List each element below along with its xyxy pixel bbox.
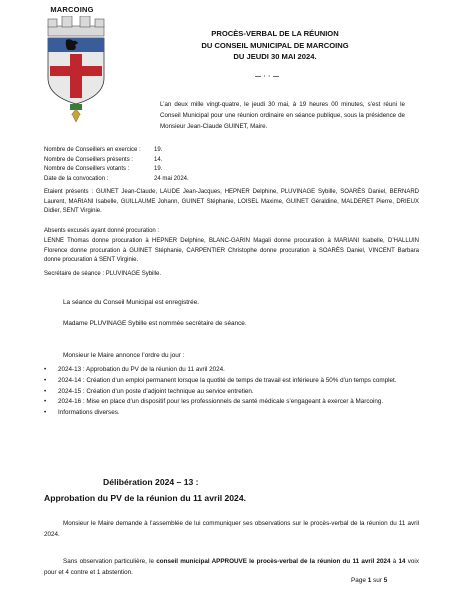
agenda-intro: Monsieur le Maire annonce l’ordre du jour : xyxy=(63,352,185,359)
agenda-item: • 2024-16 : Mise en place d’un dispositif pour les professionnels de santé médicale s’engageant à exercer à Marcoing. xyxy=(44,397,419,408)
absent-members: LENNE Thomas donne procuration à HEPNER Delphine, BLANC-GARIN Magali donne procuration à MARIANI Isabelle, D’HALLUIN Florence donne procuration à GUINET Stéphanie, CARPENTIER Christophe donne procuration à SOARÈS Daniel, VINCENT Barbara donne procuration à SENT Virginie. xyxy=(44,238,419,264)
council-counts xyxy=(44,146,414,184)
recording-statement: La séance du Conseil Municipal est enregistrée. xyxy=(63,299,200,306)
count-row: Nombre de Conseillers présents : 14. xyxy=(44,156,163,163)
count-row: Nombre de Conseillers en exercice : 19. xyxy=(44,147,163,153)
document-header xyxy=(160,28,390,63)
header-line-1: PROCÈS-VERBAL DE LA RÉUNION xyxy=(211,29,339,38)
count-row: Date de la convocation : 24 mai 2024. xyxy=(44,175,189,182)
agenda-item: • Informations diverses. xyxy=(44,408,419,419)
mural-crown xyxy=(48,16,104,36)
present-members: Etaient présents : GUINET Jean-Claude, LAUDE Jean-Jacques, HEPNER Delphine, PLUVINAGE Sybille, SOARÈS Daniel, BERNARD Laurent, MARIANI Isabelle, GUILLAUME Johann, GUINET Stéphanie, LOISEL Maxime, GUINET Géraldine, MALDERET Pierre, DRIEUX Didier, SENT Virginie. xyxy=(44,189,419,215)
agenda-item: • 2024-13 : Approbation du PV de la réunion du 11 avril 2024. xyxy=(44,365,419,376)
header-separator: — · · — xyxy=(255,74,280,80)
session-secretary: Secrétaire de séance : PLUVINAGE Sybille. xyxy=(44,271,162,277)
war-cross-medal xyxy=(70,104,82,122)
shield-chief xyxy=(48,38,104,52)
deliberation-paragraph-2: Sans observation particulière, le conseil municipal APPROUVE le procès-verbal de la réunion du 11 avril 2024 à 14 voix pour et 4 contre et 1 abstention. xyxy=(44,558,419,576)
count-row: Nombre de Conseillers votants : 19. xyxy=(44,166,163,173)
votes-for: 14 xyxy=(398,558,406,565)
approval-text: conseil municipal APPROUVE le procès-verbal de la réunion du 11 avril 2024 xyxy=(156,558,391,565)
agenda-item: • 2024-14 : Création d’un emploi permanent lorsque la quotité de temps de travail est inférieure à 50% d’un temps complet. xyxy=(44,376,419,387)
deliberation-title: Approbation du PV de la réunion du 11 avril 2024. xyxy=(44,493,246,503)
absent-members-title: Absents excusés ayant donné procuration : xyxy=(44,228,160,234)
crest-town-name: MARCOING xyxy=(50,5,94,14)
shield-cross-horizontal xyxy=(50,66,102,76)
header-line-3: DU JEUDI 30 MAI 2024. xyxy=(233,52,317,61)
deliberation-paragraph-1: Monsieur le Maire demande à l’assemblée de lui communiquer ses observations sur le procès-verbal de la réunion du 11 avril 2024. xyxy=(44,520,419,538)
agenda-list xyxy=(44,365,419,419)
intro-paragraph: L’an deux mille vingt-quatre, le jeudi 30 mai, à 19 heures 00 minutes, s’est réuni le Conseil Municipal pour une réunion ordinaire en séance publique, sous la présidence de Monsieur Jean-Claude GUINET, Maire. xyxy=(160,101,405,130)
agenda-item: • 2024-15 : Création d’un poste d’adjoint technique au service entretien. xyxy=(44,387,419,398)
coat-of-arms-logo xyxy=(44,16,108,124)
deliberation-number: Délibération 2024 – 13 : xyxy=(103,477,199,487)
page-number: Page 1 sur 5 xyxy=(351,577,388,584)
secretary-statement: Madame PLUVINAGE Sybille est nommée secrétaire de séance. xyxy=(63,320,247,327)
header-line-2: DU CONSEIL MUNICIPAL DE MARCOING xyxy=(201,40,349,50)
